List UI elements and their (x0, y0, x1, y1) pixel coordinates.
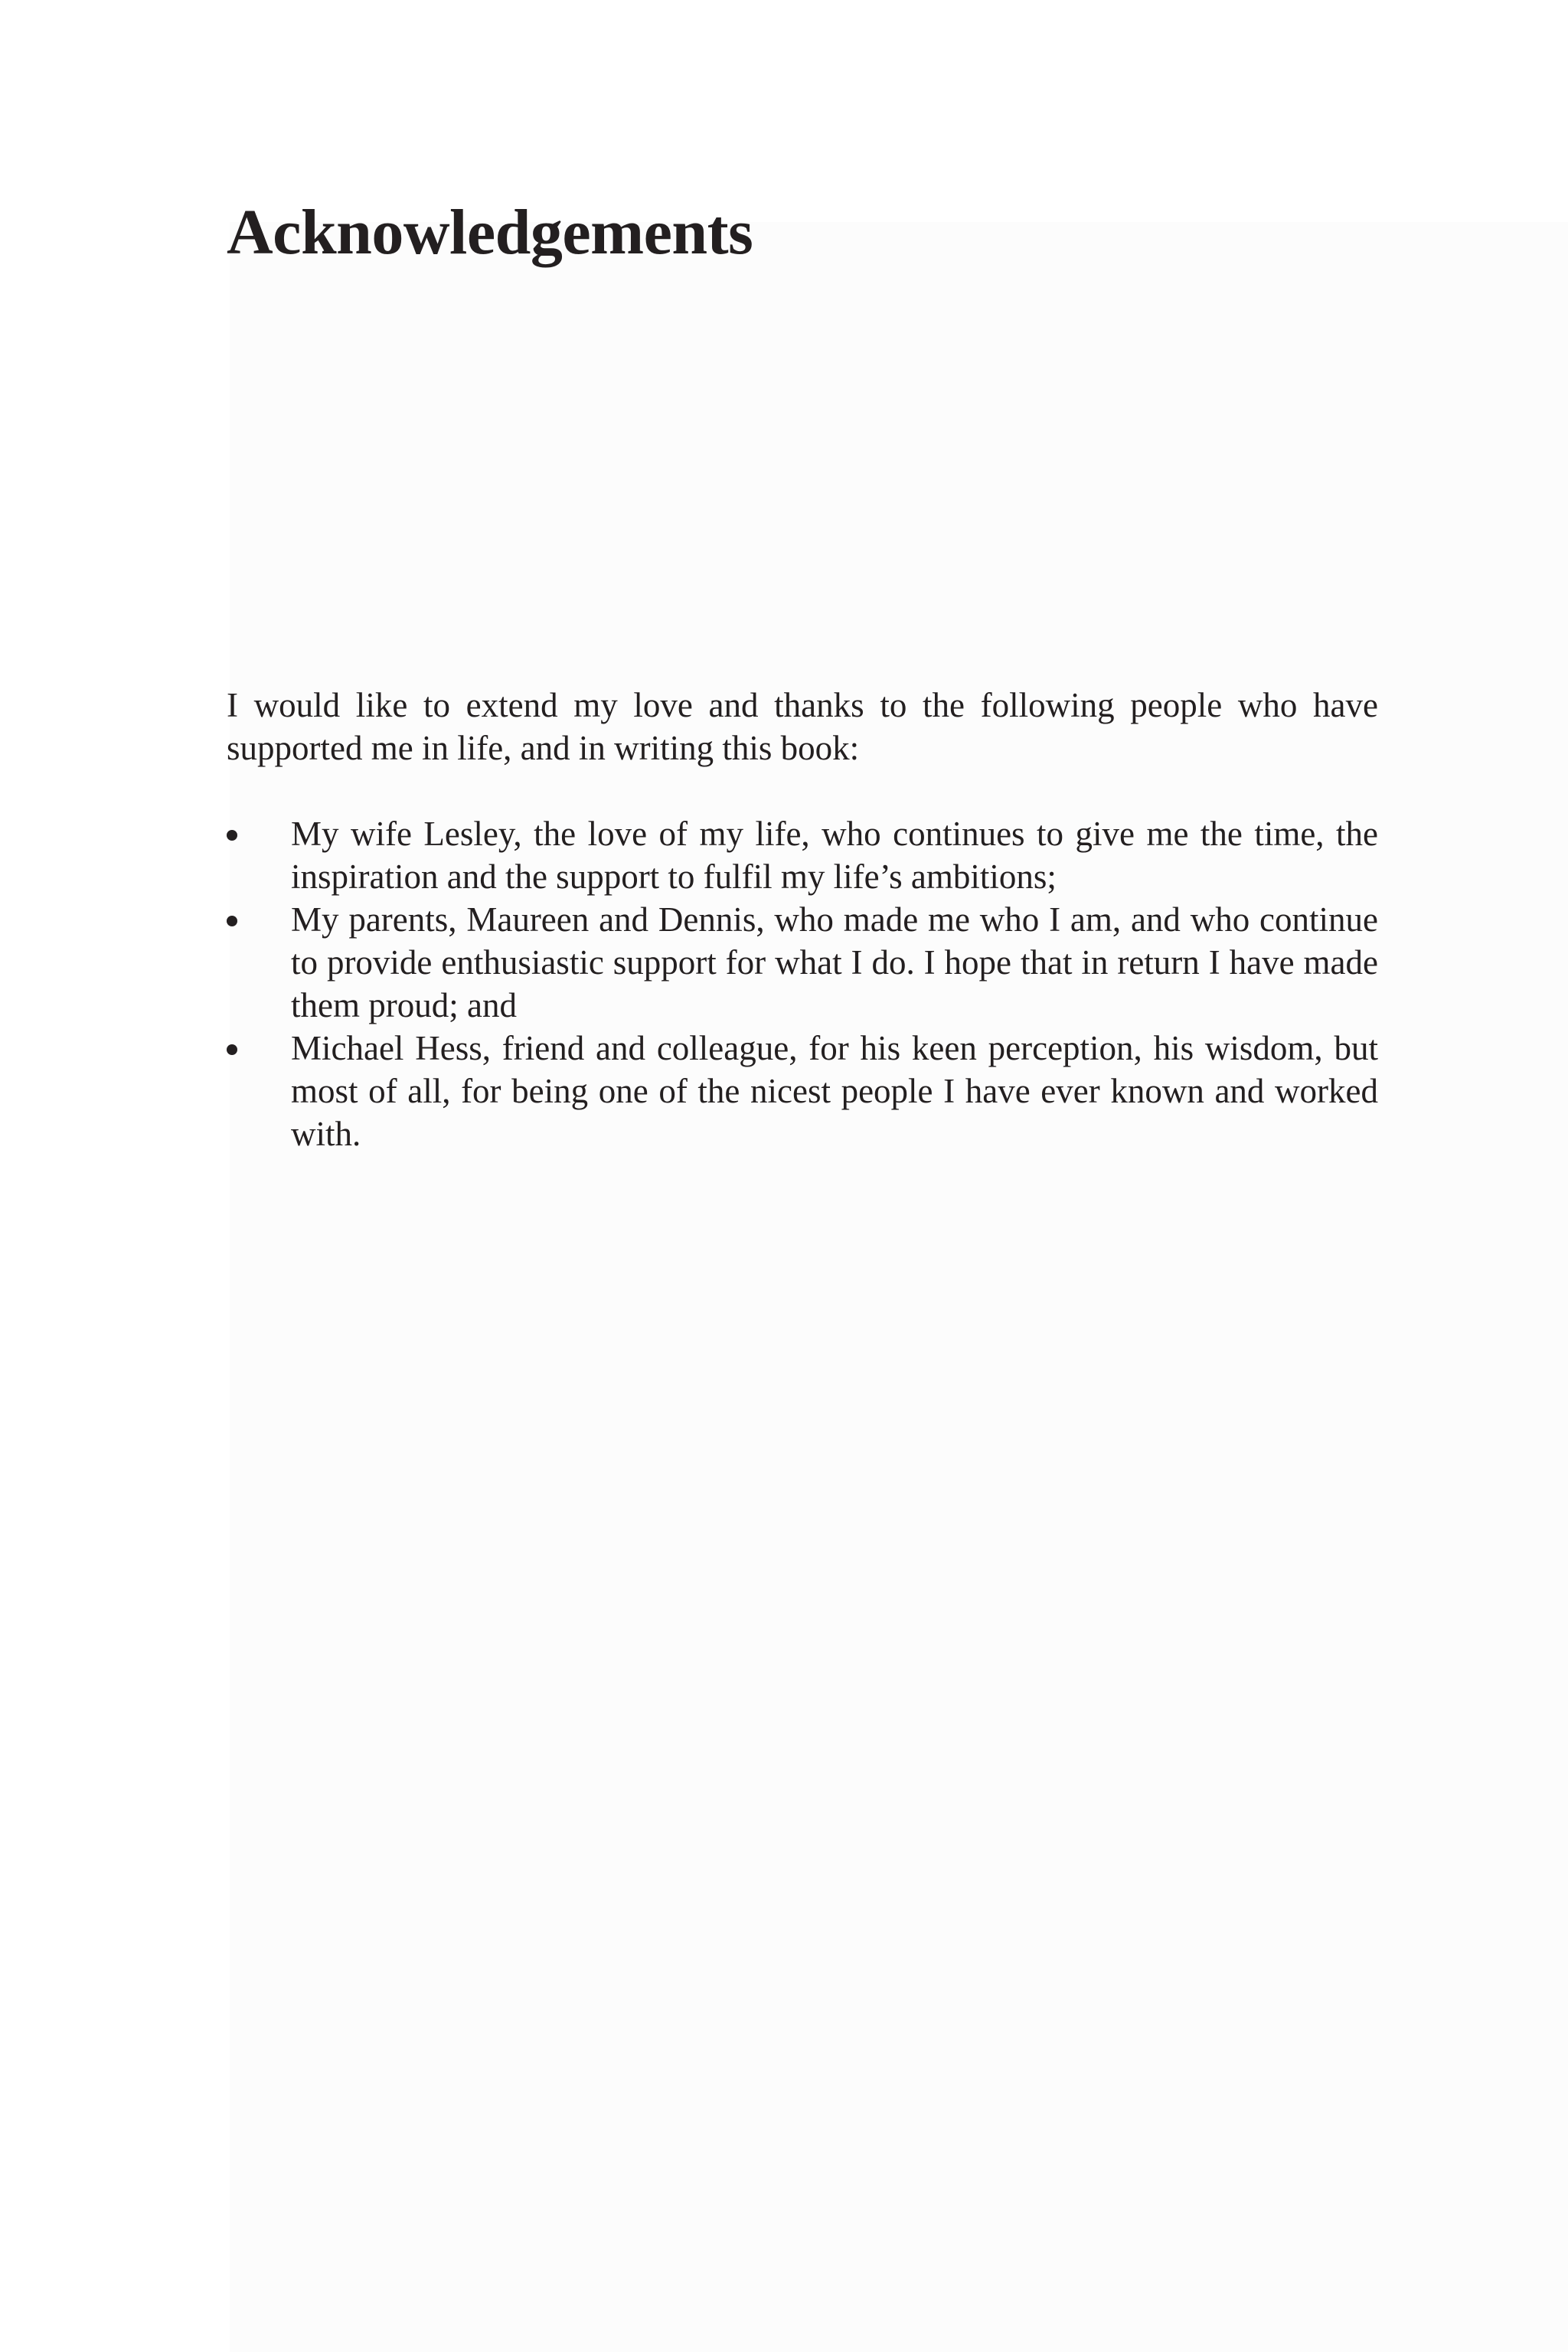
list-item-text: My wife Lesley, the love of my life, who continues to give me the time, the inspiration and the support to fulfil my life’s ambitions; (291, 815, 1378, 896)
list-item (227, 898, 1378, 1027)
list-item (227, 812, 1378, 898)
list-item-text: Michael Hess, friend and colleague, for his keen perception, his wisdom, but most of all, for being one of the nicest people I have ever known and worked with. (291, 1029, 1378, 1153)
page-shade (230, 222, 1568, 2352)
bullet-icon (227, 1044, 237, 1055)
intro-paragraph: I would like to extend my love and thanks to the following people who have supported me in life, and in writing this book: (227, 686, 1378, 767)
bullet-icon (227, 916, 237, 926)
page-title: Acknowledgements (227, 197, 753, 268)
list-item (227, 1027, 1378, 1155)
acknowledgements-list (227, 812, 1378, 1155)
bullet-icon (227, 830, 237, 841)
acknowledgements-body (227, 684, 1378, 1155)
list-item-text: My parents, Maureen and Dennis, who made me who I am, and who continue to provide enthusiastic support for what I do. I hope that in return I have made them proud; and (291, 900, 1378, 1024)
